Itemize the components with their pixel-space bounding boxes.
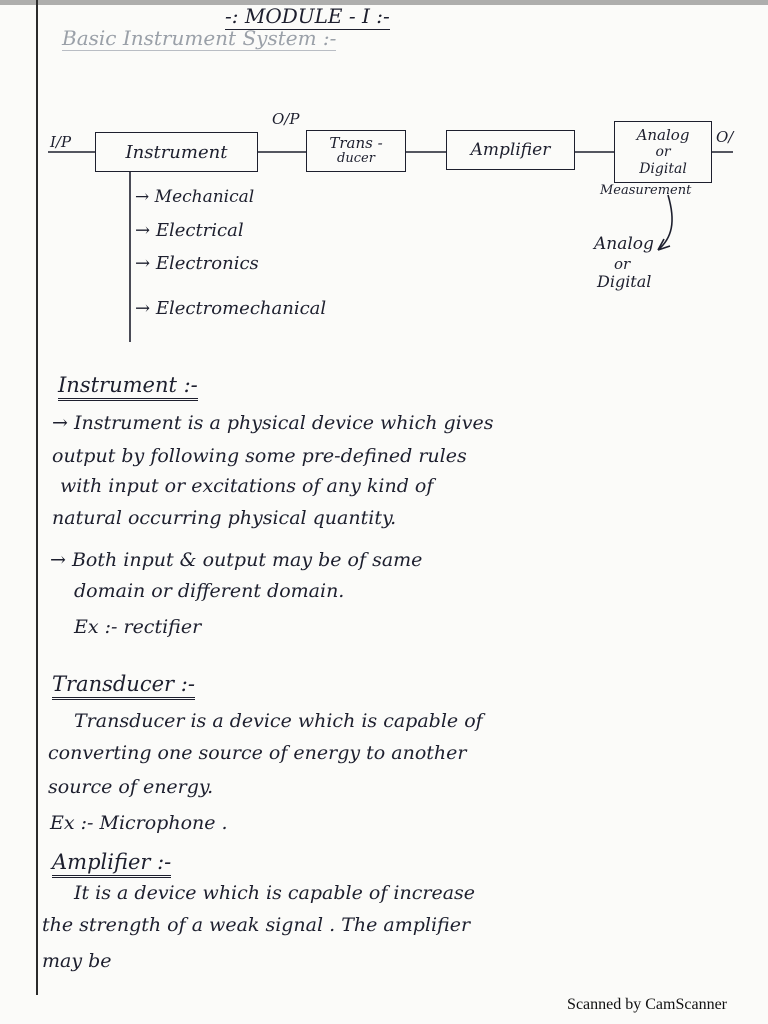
amplifier-line-2: the strength of a weak signal . The amplifier: [42, 914, 471, 936]
scanner-watermark: Scanned by CamScanner: [567, 996, 727, 1013]
page-subtitle: Basic Instrument System :-: [62, 26, 337, 50]
instrument-example: Ex :- rectifier: [74, 616, 202, 638]
instrument-block-label: Instrument: [125, 141, 228, 163]
type-electromechanical: → Electromechanical: [135, 298, 327, 319]
instrument-line-4: natural occurring physical quantity.: [52, 507, 397, 529]
instrument-line-5: → Both input & output may be of same: [50, 549, 423, 571]
amplifier-heading: Amplifier :-: [52, 850, 171, 878]
instrument-line-1: → Instrument is a physical device which gives: [52, 412, 494, 434]
transducer-block-line2: ducer: [337, 151, 375, 166]
type-mechanical-label: Mechanical: [154, 187, 255, 207]
type-electronics: → Electronics: [135, 253, 259, 274]
transducer-line-1: Transducer is a device which is capable of: [74, 710, 483, 732]
type-electrical: → Electrical: [135, 220, 244, 241]
amplifier-line-3: may be: [42, 950, 112, 972]
type-mechanical: → Mechanical: [135, 187, 255, 207]
input-label: I/P: [50, 133, 72, 151]
instrument-block: [95, 132, 258, 172]
amplifier-line-1: It is a device which is capable of increase: [74, 882, 476, 904]
type-electromechanical-label: Electromechanical: [155, 298, 327, 319]
type-electronics-label: Electronics: [155, 253, 259, 274]
instrument-line-2: output by following some pre-defined rules: [52, 445, 467, 467]
instrument-heading: Instrument :-: [58, 373, 198, 401]
analog-label: Analog: [594, 234, 654, 254]
transducer-block-line1: Trans -: [329, 134, 383, 152]
display-block: [614, 121, 712, 183]
transducer-line-2: converting one source of energy to another: [48, 742, 467, 764]
transducer-line-3: source of energy.: [48, 776, 214, 798]
instrument-line-6: domain or different domain.: [74, 580, 345, 602]
display-block-line1: Analog: [636, 125, 690, 144]
transducer-block: [306, 130, 406, 172]
or-label: or: [614, 255, 631, 273]
type-electrical-label: Electrical: [155, 220, 244, 241]
transducer-heading: Transducer :-: [52, 672, 195, 700]
display-block-line2: or: [655, 143, 671, 160]
amplifier-block: [446, 130, 575, 170]
digital-label: Digital: [597, 272, 652, 291]
instrument-line-3: with input or excitations of any kind of: [60, 475, 434, 497]
measurement-label: Measurement: [600, 183, 692, 198]
output-right-label: O/: [716, 128, 734, 146]
transducer-example: Ex :- Microphone .: [50, 812, 228, 834]
display-block-line3: Digital: [639, 160, 687, 177]
module-title: -: MODULE - I :-: [225, 4, 390, 28]
output-top-label: O/P: [272, 110, 300, 128]
amplifier-block-label: Amplifier: [470, 140, 551, 160]
